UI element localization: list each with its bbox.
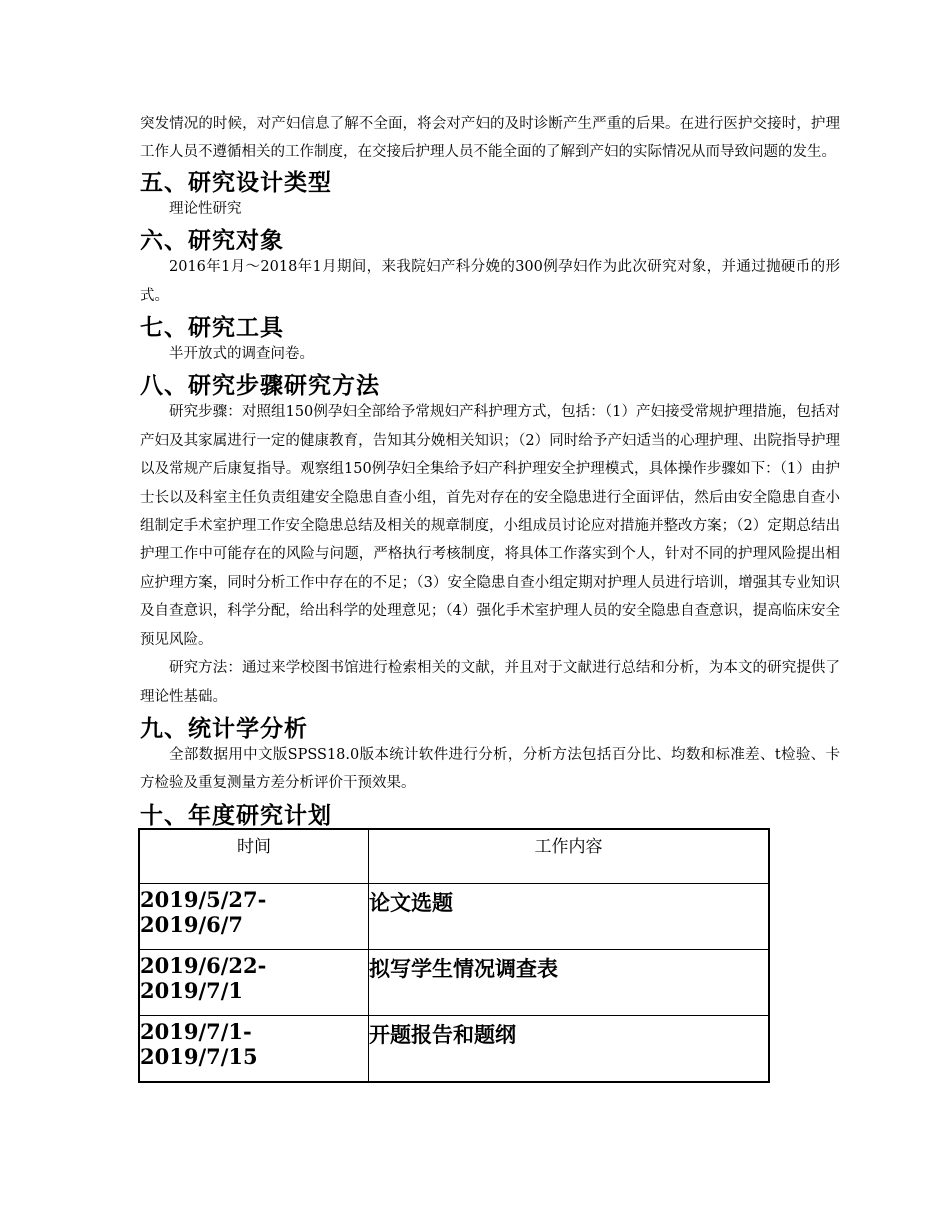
section-9-text: 全部数据用中文版SPSS18.0版本统计软件进行分析，分析方法包括百分比、均数和标准差、t检验、卡方检验及重复测量方差分析评价干预效果。 — [140, 746, 840, 792]
intro-paragraph: 突发情况的时候，对产妇信息了解不全面，将会对产妇的及时诊断产生严重的后果。在进行医护交接时，护理工作人员不遵循相关的工作制度，在交接后护理人员不能全面的了解到产妇的实际情况从而导致问题的发生。 — [140, 116, 840, 161]
row-work: 拟写学生情况调查表 — [369, 949, 770, 1015]
section-10-heading: 十、年度研究计划 — [140, 802, 332, 829]
section-8-heading: 八、研究步骤研究方法 — [140, 373, 380, 400]
row-time: 2019/5/27-2019/6/7 — [139, 883, 369, 949]
section-6-heading: 六、研究对象 — [140, 228, 284, 255]
table-row — [139, 949, 769, 1015]
section-6-text: 2016年1月～2018年1月期间，来我院妇产科分娩的300例孕妇作为此次研究对象，并通过抛硬币的形式。 — [140, 259, 840, 304]
table-header-row — [139, 829, 769, 884]
section-5-text: 理论性研究 — [169, 200, 242, 217]
table-row — [139, 1015, 769, 1082]
section-7-text: 半开放式的调查问卷。 — [169, 346, 314, 363]
section-7-heading: 七、研究工具 — [140, 315, 284, 342]
document-page — [140, 110, 840, 1083]
section-9-heading: 九、统计学分析 — [140, 715, 308, 742]
row-time: 2019/7/1-2019/7/15 — [139, 1015, 369, 1082]
row-work: 开题报告和题纲 — [369, 1015, 770, 1082]
row-time: 2019/6/22-2019/7/1 — [139, 949, 369, 1015]
section-5-heading: 五、研究设计类型 — [140, 169, 332, 196]
row-work: 论文选题 — [369, 883, 770, 949]
section-8-methods: 研究方法：通过来学校图书馆进行检索相关的文献，并且对于文献进行总结和分析，为本文的研究提供了理论性基础。 — [140, 660, 840, 705]
table-row — [139, 883, 769, 949]
header-time: 时间 — [139, 829, 369, 884]
header-work: 工作内容 — [369, 829, 770, 884]
research-plan-table — [138, 828, 770, 1083]
section-8-steps: 研究步骤：对照组150例孕妇全部给予常规妇产科护理方式，包括：（1）产妇接受常规护理措施，包括对产妇及其家属进行一定的健康教育，告知其分娩相关知识；（2）同时给予产妇适当的心理护理、出院指导护理以及常规产后康复指导。观察组150例孕妇全集给予妇产科护理安全护理模式，具体操作步骤如下：（1）由护士长以及科室主任负责组建安全隐患自查小组，首先对存在的安全隐患进行全面评估，然后由安全隐患自查小组制定手术室护理工作安全隐患总结及相关的规章制度，小组成员讨论应对措施并整改方案；（2）定期总结出护理工作中可能存在的风险与问题，严格执行考核制度，将具体工作落实到个人，针对不同的护理风险提出相应护理方案，同时分析工作中存在的不足；（3）安全隐患自查小组定期对护理人员进行培训，增强其专业知识及自查意识，科学分配，给出科学的处理意见；（4）强化手术室护理人员的安全隐患自查意识，提高临床安全预见风险。 — [140, 404, 840, 648]
